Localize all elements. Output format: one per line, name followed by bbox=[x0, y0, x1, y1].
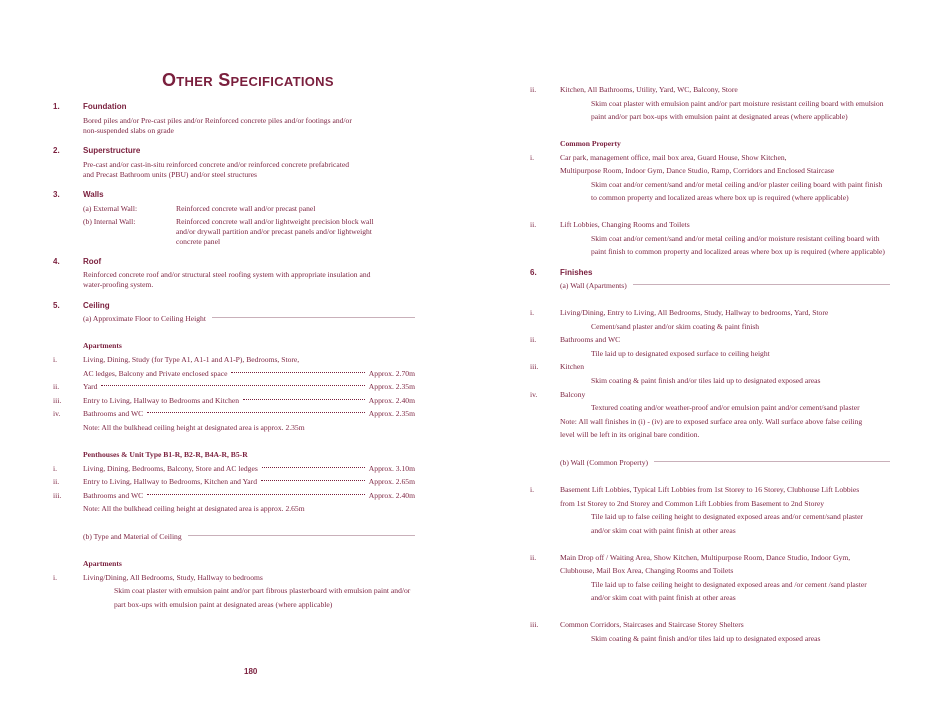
leader-dots bbox=[261, 480, 365, 481]
list-number: iv. bbox=[53, 409, 61, 418]
section-title-ceiling: Ceiling bbox=[83, 301, 110, 310]
list-number: iii. bbox=[53, 396, 62, 405]
leader-dots bbox=[147, 412, 365, 413]
list-number: i. bbox=[530, 153, 535, 162]
common-property-heading: Common Property bbox=[560, 139, 621, 148]
list-item bbox=[83, 380, 415, 394]
page-number: 180 bbox=[244, 667, 258, 676]
list-item-text: Skim coat and/or cement/sand and/or metal ceiling and/or plaster ceiling board with paint finish bbox=[591, 180, 883, 189]
list-item-value: Approx. 2.65m bbox=[368, 477, 415, 486]
subheading-label: (b) Type and Material of Ceiling bbox=[83, 532, 182, 541]
section-title-superstructure: Superstructure bbox=[83, 146, 141, 155]
apartments-heading: Apartments bbox=[83, 341, 122, 350]
list-item-text: Skim coat plaster with emulsion paint and/or part fibrous plasterboard with emulsion paint and/or bbox=[114, 586, 411, 595]
section-title-finishes: Finishes bbox=[560, 268, 593, 277]
section-title-walls: Walls bbox=[83, 190, 104, 199]
note-text: level will be left in its original bare condition. bbox=[560, 430, 700, 439]
list-item-text: paint finish to common property and localized areas where box up is required (where applicable) bbox=[591, 247, 885, 256]
list-number: ii. bbox=[530, 85, 537, 94]
section-number: 3. bbox=[53, 190, 60, 199]
wall-apartments-subheading bbox=[560, 279, 890, 293]
list-item bbox=[83, 367, 415, 381]
list-item-title: Living/Dining, Entry to Living, All Bedrooms, Study, Hallway to bedrooms, Yard, Store bbox=[560, 308, 829, 317]
list-item bbox=[83, 462, 415, 476]
leader-dots bbox=[147, 494, 365, 495]
section-text: non-suspended slabs on grade bbox=[83, 126, 174, 135]
list-item-title: Balcony bbox=[560, 390, 586, 399]
divider bbox=[212, 317, 415, 318]
list-item-title: Kitchen, All Bathrooms, Utility, Yard, WC, Balcony, Store bbox=[560, 85, 738, 94]
internal-wall-value: Reinforced concrete wall and/or lightweight precision block wall bbox=[176, 217, 374, 226]
note-text: Note: All the bulkhead ceiling height at designated area is approx. 2.65m bbox=[83, 504, 305, 513]
list-item-text: Entry to Living, Hallway to Bedrooms and Kitchen bbox=[83, 396, 240, 405]
list-item-title: Car park, management office, mail box area, Guard House, Show Kitchen, bbox=[560, 153, 787, 162]
list-item-text: Entry to Living, Hallway to Bedrooms, Kitchen and Yard bbox=[83, 477, 257, 486]
list-item-text: Skim coat plaster with emulsion paint and/or part moisture resistant ceiling board with emulsion bbox=[591, 99, 884, 108]
list-item-title: Lift Lobbies, Changing Rooms and Toilets bbox=[560, 220, 690, 229]
list-item-value: Approx. 2.40m bbox=[368, 491, 415, 500]
internal-wall-label: (b) Internal Wall: bbox=[83, 217, 136, 226]
list-item-title: Basement Lift Lobbies, Typical Lift Lobbies from 1st Storey to 16 Storey, Clubhouse Lift Lobbies bbox=[560, 485, 860, 494]
list-number: iii. bbox=[530, 620, 539, 629]
list-number: ii. bbox=[53, 477, 60, 486]
section-text: Bored piles and/or Pre-cast piles and/or Reinforced concrete piles and/or footings and/or bbox=[83, 116, 352, 125]
list-item bbox=[83, 489, 415, 503]
list-number: iii. bbox=[53, 491, 62, 500]
list-number: ii. bbox=[530, 553, 537, 562]
list-item-text: Cement/sand plaster and/or skim coating & paint finish bbox=[591, 322, 760, 331]
list-item-text: Skim coat and/or cement/sand and/or metal ceiling and/or moisture resistant ceiling board with bbox=[591, 234, 880, 243]
list-item-title: Clubhouse, Mail Box Area, Changing Rooms and Toilets bbox=[560, 566, 734, 575]
list-item-text: Tile laid up to false ceiling height to designated exposed areas and/or cement/sand plaster bbox=[591, 512, 863, 521]
list-item-text: paint and/or part box-ups with emulsion paint at designated areas (where applicable) bbox=[591, 112, 848, 121]
section-title-foundation: Foundation bbox=[83, 102, 127, 111]
list-number: i. bbox=[53, 355, 58, 364]
list-number: i. bbox=[530, 308, 535, 317]
note-text: Note: All the bulkhead ceiling height at designated area is approx. 2.35m bbox=[83, 423, 305, 432]
list-item-title: Main Drop off / Waiting Area, Show Kitchen, Multipurpose Room, Dance Studio, Indoor Gym, bbox=[560, 553, 851, 562]
ceiling-height-subheading bbox=[83, 312, 415, 326]
leader-dots bbox=[101, 385, 364, 386]
list-number: ii. bbox=[530, 220, 537, 229]
list-number: i. bbox=[53, 573, 58, 582]
list-item-title: Kitchen bbox=[560, 362, 585, 371]
list-item-text: and/or skim coat with paint finish at other areas bbox=[591, 526, 736, 535]
list-item-text: and/or skim coat with paint finish at other areas bbox=[591, 593, 736, 602]
list-item-value: Approx. 2.70m bbox=[368, 369, 415, 378]
list-number: i. bbox=[53, 464, 58, 473]
list-number: iv. bbox=[530, 390, 538, 399]
note-text: Note: All wall finishes in (i) - (iv) are to exposed surface area only. Wall surface above false ceiling bbox=[560, 417, 863, 426]
external-wall-label: (a) External Wall: bbox=[83, 204, 138, 213]
section-text: water-proofing system. bbox=[83, 280, 154, 289]
subheading-label: (b) Wall (Common Property) bbox=[560, 458, 649, 467]
external-wall-value: Reinforced concrete wall and/or precast panel bbox=[176, 204, 316, 213]
apartments-heading: Apartments bbox=[83, 559, 122, 568]
section-text: Reinforced concrete roof and/or structural steel roofing system with appropriate insulation and bbox=[83, 270, 371, 279]
list-item-text: Skim coating & paint finish and/or tiles laid up to designated exposed areas bbox=[591, 376, 821, 385]
list-item-text: AC ledges, Balcony and Private enclosed space bbox=[83, 369, 228, 378]
list-item-value: Approx. 2.35m bbox=[368, 382, 415, 391]
leader-dots bbox=[262, 467, 365, 468]
section-number: 6. bbox=[530, 268, 537, 277]
section-text: Pre-cast and/or cast-in-situ reinforced concrete and/or reinforced concrete prefabricated bbox=[83, 160, 350, 169]
list-item bbox=[83, 407, 415, 421]
subheading-label: (a) Approximate Floor to Ceiling Height bbox=[83, 314, 206, 323]
list-item-text: Yard bbox=[83, 382, 98, 391]
page-title: Other Specifications bbox=[162, 70, 334, 90]
list-number: i. bbox=[530, 485, 535, 494]
internal-wall-value: concrete panel bbox=[176, 237, 221, 246]
list-item-title: Common Corridors, Staircases and Staircase Storey Shelters bbox=[560, 620, 744, 629]
leader-dots bbox=[243, 399, 365, 400]
list-item-text: Living, Dining, Bedrooms, Balcony, Store and AC ledges bbox=[83, 464, 258, 473]
wall-common-property-subheading bbox=[560, 456, 890, 470]
list-item-text: part box-ups with emulsion paint at designated areas (where applicable) bbox=[114, 600, 333, 609]
divider bbox=[188, 535, 415, 536]
list-item-title: Multipurpose Room, Indoor Gym, Dance Studio, Ramp, Corridors and Enclosed Staircase bbox=[560, 166, 835, 175]
penthouses-heading: Penthouses & Unit Type B1-R, B2-R, B4A-R, B5-R bbox=[83, 450, 248, 459]
internal-wall-value: and/or drywall partition and/or precast panels and/or lightweight bbox=[176, 227, 372, 236]
list-item-text: Living, Dining, Study (for Type A1, A1-1 and A1-P), Bedrooms, Store, bbox=[83, 355, 300, 364]
leader-dots bbox=[231, 372, 364, 373]
subheading-label: (a) Wall (Apartments) bbox=[560, 281, 627, 290]
list-item-value: Approx. 3.10m bbox=[368, 464, 415, 473]
list-item-value: Approx. 2.35m bbox=[368, 409, 415, 418]
list-number: iii. bbox=[530, 362, 539, 371]
section-number: 4. bbox=[53, 257, 60, 266]
list-item-title: Bathrooms and WC bbox=[560, 335, 621, 344]
ceiling-material-subheading bbox=[83, 530, 415, 544]
list-item bbox=[83, 394, 415, 408]
list-item-text: Bathrooms and WC bbox=[83, 491, 144, 500]
list-item bbox=[83, 475, 415, 489]
list-item-text: Tile laid up to designated exposed surface to ceiling height bbox=[591, 349, 770, 358]
list-item-value: Approx. 2.40m bbox=[368, 396, 415, 405]
list-number: ii. bbox=[530, 335, 537, 344]
section-text: and Precast Bathroom units (PBU) and/or steel structures bbox=[83, 170, 257, 179]
divider bbox=[633, 284, 890, 285]
list-item-text: Textured coating and/or weather-proof and/or emulsion paint and/or cement/sand plaster bbox=[591, 403, 860, 412]
section-number: 1. bbox=[53, 102, 60, 111]
list-item-title: Living/Dining, All Bedrooms, Study, Hallway to bedrooms bbox=[83, 573, 263, 582]
list-item-text: Tile laid up to false ceiling height to designated exposed areas and /or cement /sand plaster bbox=[591, 580, 867, 589]
list-item-text: Skim coating & paint finish and/or tiles laid up to designated exposed areas bbox=[591, 634, 821, 643]
list-item-text: Bathrooms and WC bbox=[83, 409, 144, 418]
list-item-text: to common property and localized areas where box up is required (where applicable) bbox=[591, 193, 849, 202]
section-title-roof: Roof bbox=[83, 257, 102, 266]
section-number: 2. bbox=[53, 146, 60, 155]
section-number: 5. bbox=[53, 301, 60, 310]
list-number: ii. bbox=[53, 382, 60, 391]
divider bbox=[654, 461, 890, 462]
list-item-title: from 1st Storey to 2nd Storey and Common Lift Lobbies from Basement to 2nd Storey bbox=[560, 499, 825, 508]
